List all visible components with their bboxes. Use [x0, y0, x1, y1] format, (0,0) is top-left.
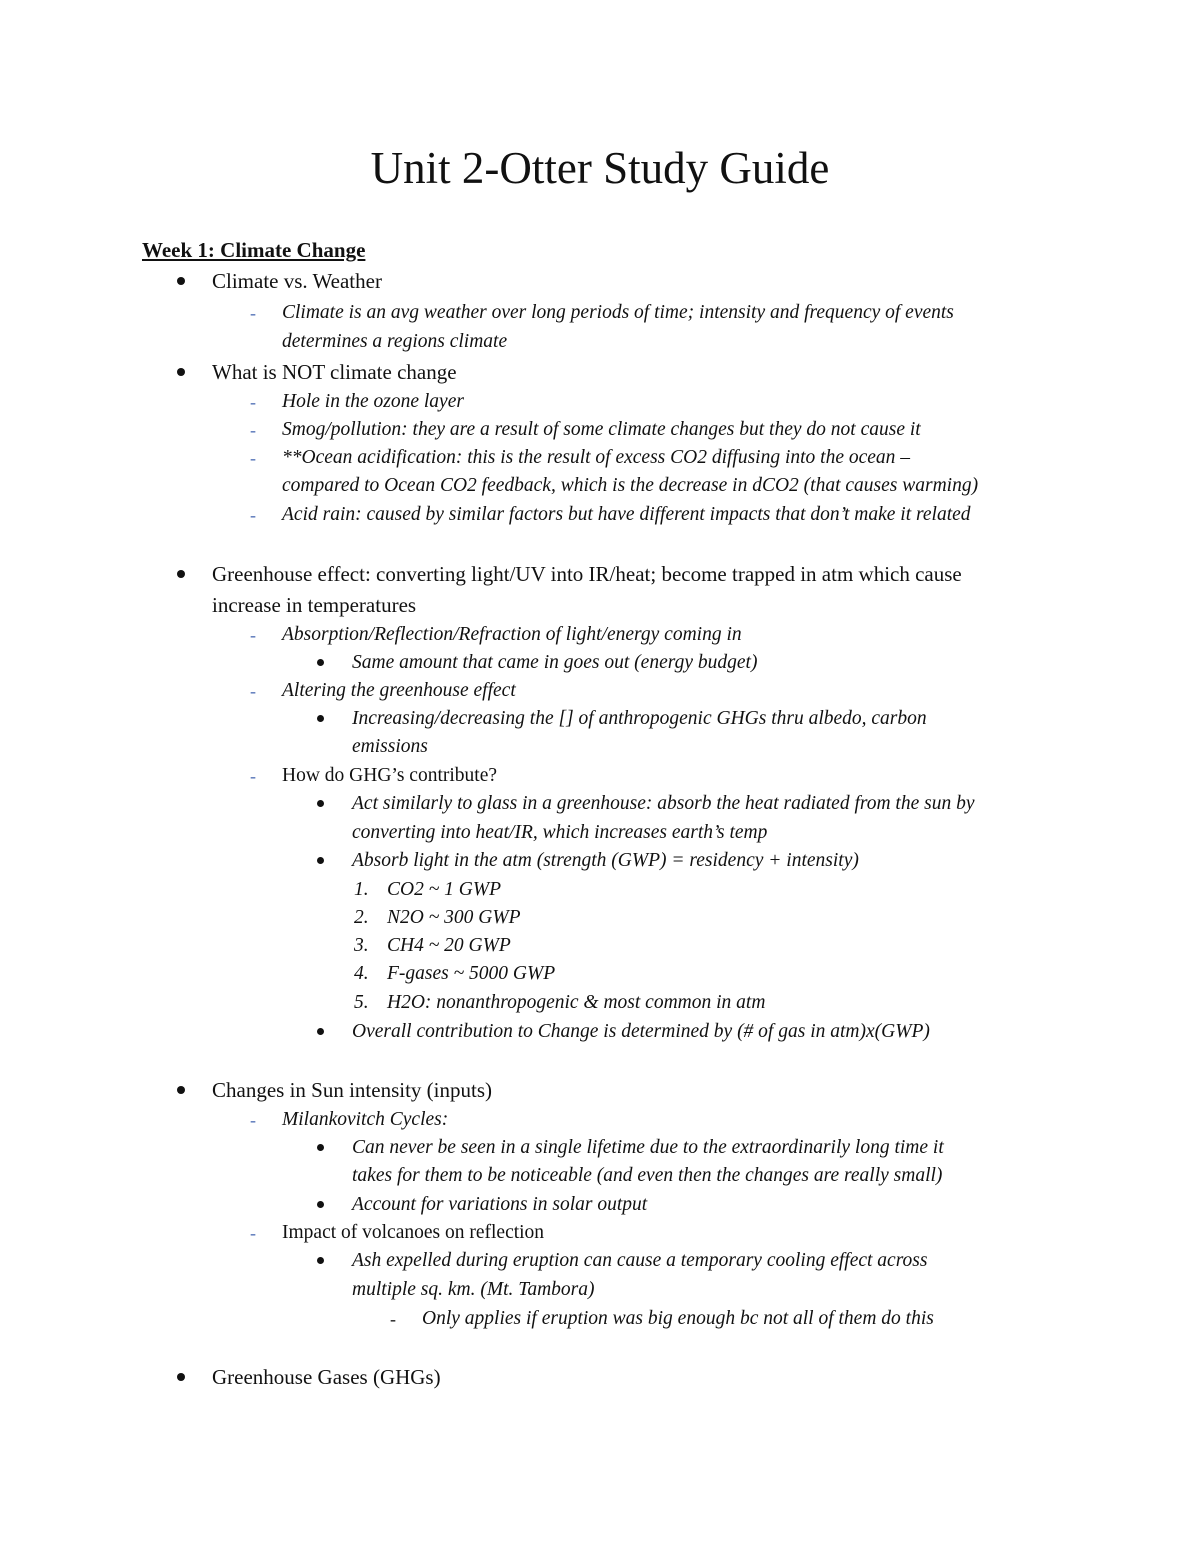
bullet-icon	[317, 1028, 324, 1035]
dash-icon: -	[250, 448, 256, 468]
bullet-icon	[177, 368, 185, 376]
dash-icon: -	[250, 392, 256, 412]
list-item-greenhouse-effect-cont: increase in temperatures	[212, 593, 417, 617]
list-item-climate-definition-cont: determines a regions climate	[282, 331, 508, 352]
bullet-icon	[317, 1257, 324, 1264]
list-number: 3.	[354, 935, 369, 956]
list-item-ocean-acidification: **Ocean acidification: this is the result of excess CO2 diffusing into the ocean –	[282, 447, 911, 468]
bullet-icon	[317, 857, 324, 864]
list-number: 1.	[354, 879, 369, 900]
list-item-same-amount: Same amount that came in goes out (energy budget)	[352, 652, 758, 673]
bullet-icon	[317, 1144, 324, 1151]
list-item-only-applies: Only applies if eruption was big enough bc not all of them do this	[422, 1308, 934, 1329]
list-number: 2.	[354, 907, 369, 928]
list-item-climate-definition: Climate is an avg weather over long periods of time; intensity and frequency of events	[282, 302, 954, 323]
dash-icon: -	[250, 766, 256, 786]
list-item-climate-vs-weather: Climate vs. Weather	[212, 269, 382, 293]
section-heading-week-1: Week 1: Climate Change	[142, 238, 366, 262]
bullet-icon	[177, 1373, 185, 1381]
bullet-icon	[177, 570, 185, 578]
list-item-gas: CO2 ~ 1 GWP	[387, 879, 502, 900]
list-item-act-similarly-cont: converting into heat/IR, which increases earth’s temp	[352, 822, 768, 843]
list-number: 4.	[354, 963, 369, 984]
list-item-acid-rain: Acid rain: caused by similar factors but have different impacts that don’t make it related	[282, 504, 971, 525]
list-item-gas: H2O: nonanthropogenic & most common in atm	[387, 992, 766, 1013]
dash-icon: -	[250, 1110, 256, 1130]
list-item-gas: CH4 ~ 20 GWP	[387, 935, 511, 956]
list-item-ozone: Hole in the ozone layer	[282, 391, 464, 412]
list-item-gas: N2O ~ 300 GWP	[387, 907, 521, 928]
list-item-act-similarly: Act similarly to glass in a greenhouse: absorb the heat radiated from the sun by	[352, 793, 975, 814]
bullet-icon	[317, 800, 324, 807]
dash-icon: -	[250, 625, 256, 645]
bullet-icon	[317, 1201, 324, 1208]
list-item-overall: Overall contribution to Change is determined by (# of gas in atm)x(GWP)	[352, 1021, 930, 1042]
document-title: Unit 2-Otter Study Guide	[370, 143, 830, 193]
list-item-greenhouse-effect: Greenhouse effect: converting light/UV into IR/heat; become trapped in atm which cause	[212, 562, 962, 586]
list-item-ash-cont: multiple sq. km. (Mt. Tambora)	[352, 1279, 595, 1300]
bullet-icon	[177, 277, 185, 285]
list-item-never-seen-cont: takes for them to be noticeable (and even then the changes are really small)	[352, 1165, 943, 1186]
list-item-absorb-light: Absorb light in the atm (strength (GWP) = residency + intensity)	[352, 850, 859, 871]
list-number: 5.	[354, 992, 369, 1013]
list-item-not-climate-change: What is NOT climate change	[212, 360, 457, 384]
dash-icon: -	[250, 420, 256, 440]
list-item-account: Account for variations in solar output	[352, 1194, 648, 1215]
list-item-increasing-cont: emissions	[352, 736, 428, 757]
list-item-increasing: Increasing/decreasing the [] of anthropogenic GHGs thru albedo, carbon	[352, 708, 927, 729]
bullet-icon	[177, 1086, 185, 1094]
bullet-icon	[317, 659, 324, 666]
dash-icon: -	[250, 1223, 256, 1243]
bullet-icon	[317, 715, 324, 722]
list-item-gas: F-gases ~ 5000 GWP	[387, 963, 556, 984]
list-item-altering: Altering the greenhouse effect	[282, 680, 516, 701]
dash-icon: -	[390, 1309, 396, 1329]
list-item-sun-intensity: Changes in Sun intensity (inputs)	[212, 1078, 492, 1102]
dash-icon: -	[250, 303, 256, 323]
list-item-volcanoes: Impact of volcanoes on reflection	[282, 1222, 545, 1243]
dash-icon: -	[250, 505, 256, 525]
list-item-absorption: Absorption/Reflection/Refraction of light/energy coming in	[282, 624, 742, 645]
list-item-smog: Smog/pollution: they are a result of some climate changes but they do not cause it	[282, 419, 921, 440]
list-item-never-seen: Can never be seen in a single lifetime due to the extraordinarily long time it	[352, 1137, 944, 1158]
list-item-ash: Ash expelled during eruption can cause a temporary cooling effect across	[352, 1250, 928, 1271]
list-item-ghgs: Greenhouse Gases (GHGs)	[212, 1365, 441, 1389]
dash-icon: -	[250, 681, 256, 701]
list-item-milankovitch: Milankovitch Cycles:	[282, 1109, 449, 1130]
list-item-how-ghg: How do GHG’s contribute?	[282, 765, 498, 786]
list-item-ocean-acidification-cont: compared to Ocean CO2 feedback, which is the decrease in dCO2 (that causes warming)	[282, 475, 979, 496]
